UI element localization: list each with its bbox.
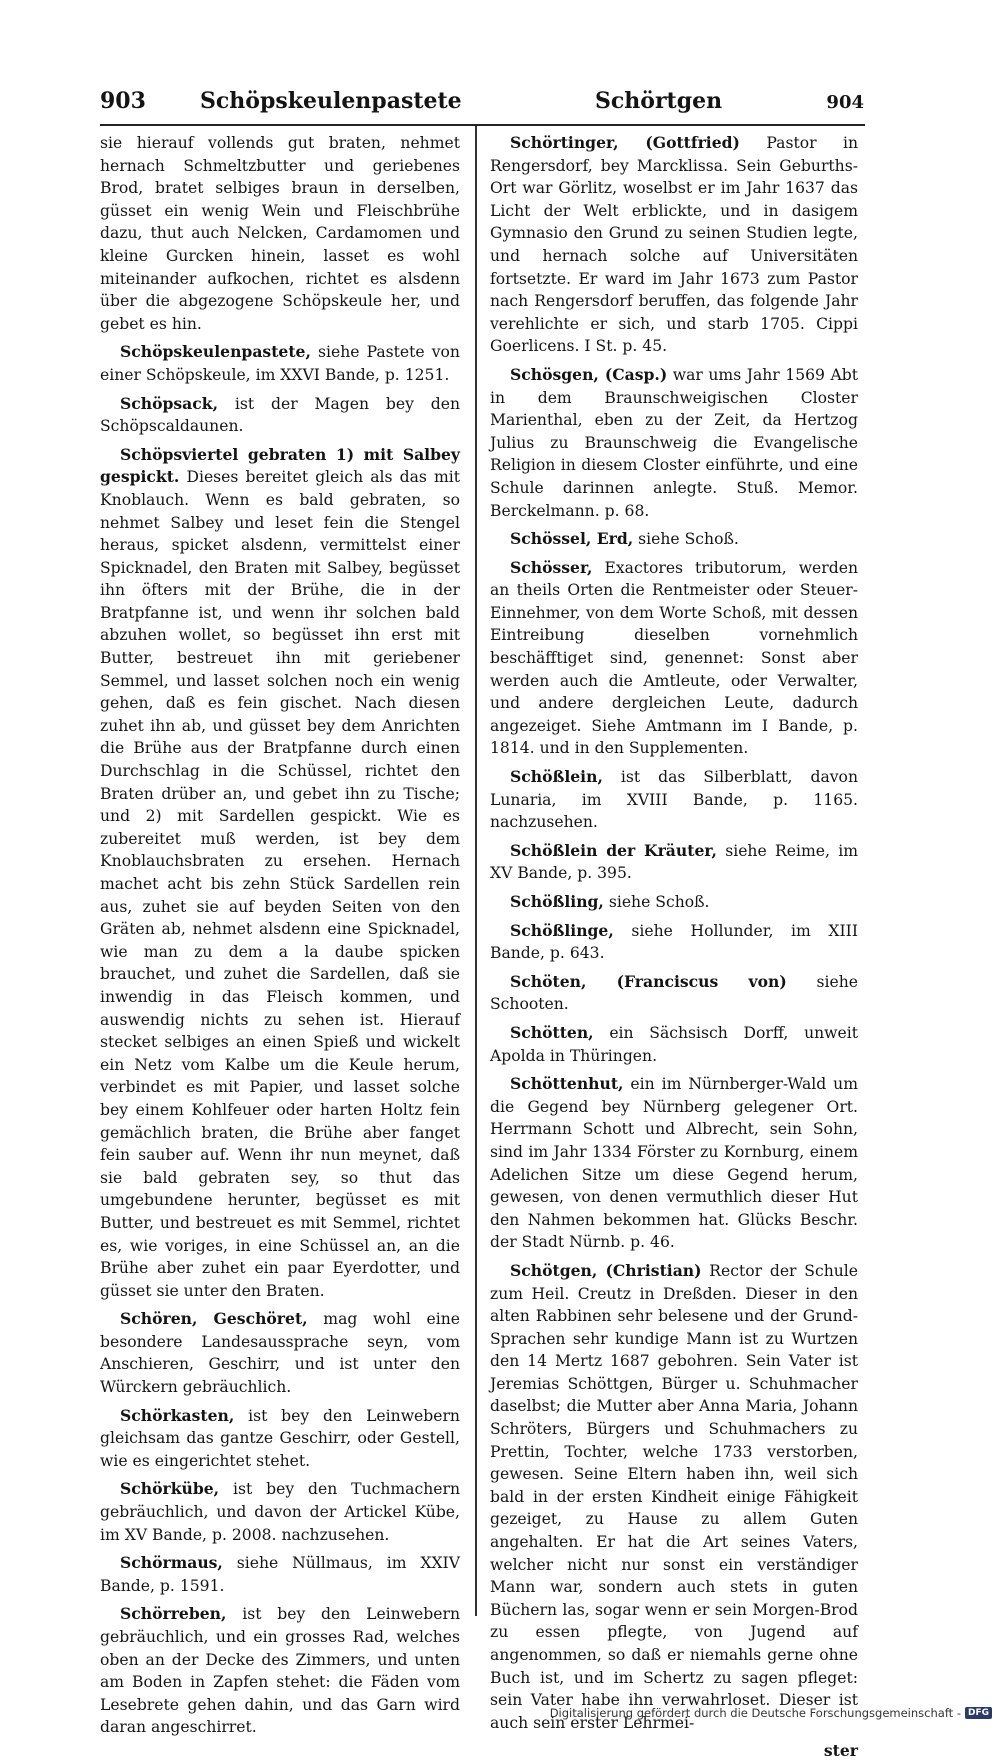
entry-text: Dieses bereitet gleich als das mit Knoblauch. Wenn es bald gebraten, so nehmet Salbey und leset fein die Stengel heraus, spicket alsdenn, vermittelst einer Spicknadel, den Braten mit Salbey, begüsset ihn öfters mit der Brühe, die in der Bratpfanne ist, und wenn ihr solchen bald abzuhen wollet, so begüsset ihn erst mit Butter, bestreuet ihn mit geriebener Semmel, und lasset solchen noch ein wenig gehen, daß es fein gischet. Nach diesen zuhet ihn ab, und güsset bey dem Anrichten die Brühe aus der Bratpfanne durch einen Durchschlag in die Schüssel, richtet den Braten drüber an, und gebet ihn zu Tische; und 2) mit Sardellen gespickt. Wie es zubereitet muß werden, ist bey dem Knoblauchsbraten zu ersehen. Hernach machet acht bis zehn Stück Sardellen rein aus, zuhet sie auf beyden Seiten von den Gräten ab, nehmet alsdenn eine Spicknadel, wie man zu dem a la daube spicken brauchet, und zuhet die Sardellen, daß sie inwendig in das Fleisch kommen, und auswendig nichts zu sehen ist. Hierauf stecket selbiges an einen Spieß und wickelt ein Netz vom Kalbe um die Keule herum, verbindet es mit Papier, und lasset solche bey einem Kohlfeuer oder harten Holtz fein gemächlich braten, die Brühe aber fanget fein sauber auf. Wenn ihr nun meynet, daß sie bald gebraten sey, so thut das umgebundene herunter, begüsset es mit Butter, und bestreuet es mit Semmel, richtet es, wie voriges, in eine Schüssel an, an die Brühe aber zuhet ein paar Eyerdotter, und güsset sie unter den Braten. (100, 468, 460, 1300)
dictionary-entry (100, 1552, 460, 1597)
dictionary-entry (490, 840, 858, 885)
dfg-logo: DFG (965, 1707, 992, 1719)
entry-text: ist der Magen bey den Schöpscaldaunen. (100, 394, 460, 436)
entry-lemma: Schöpsack, (120, 393, 219, 413)
entry-lemma: Schößlein, (510, 767, 603, 787)
footer-credit: Digitalisierung gefördert durch die Deutsche Forschungsgemeinschaft - (549, 1706, 961, 1720)
right-column (490, 132, 858, 1763)
entry-text: siehe Hollunder, im XIII Bande, p. 643. (490, 921, 858, 963)
entry-text: siehe Schoß. (608, 893, 710, 911)
dictionary-entry (100, 1405, 460, 1473)
entry-text: siehe Pastete von einer Schöpskeule, im XXVI Bande, p. 1251. (100, 343, 460, 384)
dictionary-entry (100, 341, 460, 386)
entry-text: sie hierauf vollends gut braten, nehmet hernach Schmeltzbutter und geriebenes Brod, bratet selbiges braun in derselben, güsset ein wenig Wein und Fleischbrühe dazu, thut auch Nelcken, Cardamomen und kleine Gurcken hinein, lasset es wohl miteinander aufkochen, richtet es alsdenn über die abgezogene Schöpskeule her, und gebet es hin. (100, 134, 460, 333)
entry-lemma: Schößlinge, (510, 920, 614, 940)
entry-text: siehe Schoß. (638, 530, 739, 549)
entry-lemma: Schöpsviertel gebraten 1) mit Salbey gespickt. (100, 444, 460, 487)
right-running-title: Schörtgen (595, 88, 723, 114)
right-page-number: 904 (826, 92, 864, 113)
entry-lemma: Schötgen, (Christian) (510, 1260, 702, 1280)
dictionary-entry (100, 1308, 460, 1398)
entry-lemma: Schösgen, (Casp.) (510, 364, 668, 384)
dictionary-entry (490, 364, 858, 522)
entry-lemma: Schösser, (510, 557, 593, 577)
dictionary-entry (490, 891, 858, 914)
entry-text: ist bey den Leinwebern gebräuchlich, und ein grosses Rad, welches oben an der Decke des Zimmers, und unten am Boden in Zapfen stehet: die Fäden vom Lesebrete gehen dahin, und das Garn wird daran angeschirret. (100, 1605, 460, 1737)
entry-text: mag wohl eine besondere Landesaussprache seyn, vom Anschieren, Geschirr, und ist unter den Würckern gebräuchlich. (100, 1310, 460, 1397)
entry-text: war ums Jahr 1569 Abt in dem Braunschweigischen Closter Marienthal, eben zu der Zeit, da Hertzog Julius zu Braunschweig die Evangelische Religion in diesem Closter einführte, und eine Schule darinnen anlegte. Stuß. Memor. Berckelmann. p. 68. (490, 365, 858, 520)
dictionary-entry (100, 1603, 460, 1739)
dictionary-entry (100, 444, 460, 1303)
entry-text: siehe Schooten. (490, 972, 858, 1014)
entry-lemma: Schötten, (510, 1022, 594, 1042)
catchword: ster (823, 1741, 858, 1761)
entry-text: ist das Silberblatt, davon Lunaria, im XVIII Bande, p. 1165. nachzusehen. (490, 768, 858, 832)
dictionary-entry (490, 557, 858, 760)
entry-lemma: Schöttenhut, (510, 1074, 624, 1094)
entry-text: Rector der Schule zum Heil. Creutz in Dreßden. Dieser in den alten Rabbinen sehr belesene und der Grund-Sprachen sehr kundige Mann ist zu Wurtzen den 14 Mertz 1687 gebohren. Sein Vater ist Jeremias Schöttgen, Bürger u. Schuhmacher daselbst; die Mutter aber Anna Maria, Johann Schröters, Bürgers und Schuhmachers zu Prettin, Tochter, welche 1733 verstorben, gewesen. Seine Eltern haben ihn, weil sich bald in der ersten Kindheit einige Fähigkeit gezeiget, zu Hause zu allem Guten angehalten. Er hat die Art seines Vaters, welcher nicht nur sonst ein verständiger Mann war, sondern auch stets in guten Büchern las, sogar wenn er sein Morgen-Brod zu essen pflegte, von Jugend auf angenommen, so daß er niemahls gerne ohne Buch ist, und im Schertz zu sagen pfleget: sein Vater habe ihn verwahrloset. Dieser ist auch sein erster Lehrmei- (490, 1261, 858, 1732)
column-divider (475, 126, 477, 1616)
entry-lemma: Schörkasten, (120, 1405, 235, 1425)
dictionary-entry (490, 1073, 858, 1254)
entry-lemma: Schörtinger, (Gottfried) (510, 133, 740, 152)
entry-text: Exactores tributorum, werden an theils Orten die Rentmeister oder Steuer-Einnehmer, von dem Worte Schoß, mit dessen Eintreibung dieselben vornehmlich beschäfftiget sind, genennet: Sonst aber werden auch die Amtleute, oder Verwalter, und andere dergleichen Leute, dadurch angezeiget. Siehe Amtmann im I Bande, p. 1814. und in den Supplementen. (490, 558, 858, 758)
left-page-number: 903 (100, 88, 146, 114)
running-header (100, 88, 864, 122)
header-rule (100, 124, 865, 126)
entry-text: ein im Nürnberger-Wald um die Gegend bey Nürnberg gelegener Ort. Herrmann Schott und Albrecht, sein Sohn, sind im Jahr 1334 Förster zu Kornburg, einem Adelichen Sitze um diese Gegend herum, gewesen, von denen vermuthlich dieser Hut den Nahmen bekommen hat. Glücks Beschr. der Stadt Nürnb. p. 46. (490, 1075, 858, 1252)
footer (550, 1706, 992, 1720)
entry-text: siehe Reime, im XV Bande, p. 395. (490, 841, 858, 883)
dictionary-entry (490, 528, 858, 551)
entry-lemma: Schössel, Erd, (510, 529, 634, 549)
entry-lemma: Schörreben, (120, 1604, 227, 1624)
left-running-title: Schöpskeulenpastete (200, 88, 462, 114)
dictionary-entry (100, 1478, 460, 1546)
dictionary-entry (490, 971, 858, 1016)
dictionary-entry (490, 766, 858, 834)
entry-text: ein Sächsisch Dorff, unweit Apolda in Thüringen. (490, 1023, 858, 1065)
entry-text: ist bey den Leinwebern gleichsam das gantze Geschirr, oder Gestell, wie es eingerichtet stehet. (100, 1406, 460, 1470)
entry-lemma: Schörmaus, (120, 1553, 223, 1573)
dictionary-entry (100, 132, 460, 335)
entry-lemma: Schößling, (510, 892, 604, 911)
dictionary-entry (490, 1022, 858, 1067)
entry-lemma: Schößlein der Kräuter, (510, 840, 717, 860)
dictionary-entry (490, 132, 858, 358)
entry-lemma: Schören, Geschöret, (120, 1309, 308, 1329)
entry-text: siehe Nüllmaus, im XXIV Bande, p. 1591. (100, 1554, 460, 1595)
dictionary-entry (490, 920, 858, 965)
entry-lemma: Schöpskeulenpastete, (120, 342, 311, 362)
dictionary-entry (490, 1260, 858, 1734)
left-column (100, 132, 460, 1745)
entry-lemma: Schörkübe, (120, 1479, 220, 1499)
entry-lemma: Schöten, (Franciscus von) (510, 971, 787, 991)
entry-text: Pastor in Rengersdorf, bey Marcklissa. Sein Geburths-Ort war Görlitz, woselbst er im Jahr 1637 das Licht der Welt erblickte, und in dasigem Gymnasio den Grund zu seinen Studien legte, und hernach solche auf Universitäten fortsetzte. Er ward im Jahr 1673 zum Pastor nach Rengersdorf beruffen, das folgende Jahr verehlichte er sich, und starb 1705. Cippi Goerlicens. I St. p. 45. (490, 134, 858, 356)
dictionary-entry (100, 393, 460, 438)
entry-text: ist bey den Tuchmachern gebräuchlich, und davon der Artickel Kübe, im XV Bande, p. 2008. nachzusehen. (100, 1480, 460, 1544)
